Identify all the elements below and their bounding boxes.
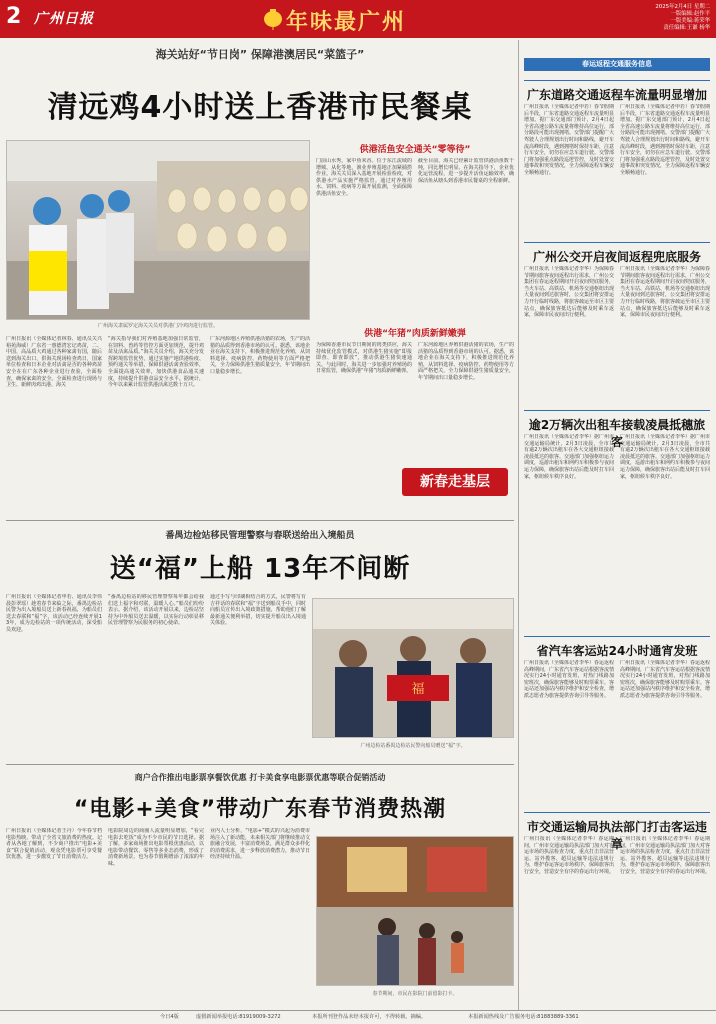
- footer-rule: [0, 1010, 716, 1011]
- story3-photo-caption: 春节期间，市民在影院门前留影打卡。: [372, 991, 458, 997]
- sidebar-column: 广州日报讯（全媒体记者李华）春运返程高峰期间，广东省汽车客运站根据客流情况实行24小时通宵发班，对热门线路加密班次，确保旅客能够及时购票乘车。客运站还加强站内秩序维护和安全检查，增派志愿者为旅客提供咨询引导等服务。: [524, 660, 614, 699]
- masthead-bar: [0, 0, 716, 38]
- lead-column: 广州日报讯（全媒体记者林春、通讯员关兴裕苑海威）广东省一惠德湾宏记鸡苗，二、中国，高品质大鸡通过各种家禽有国，随后送到海关出口，供海关现场检查鸡日，国家单位检查和日本企业对活禽是否的各种鸡苗安全在在广东各种企业进行查验，全面检查，确保家禽的安全。全面检查进行现场与卫生、新鲜肉鸡出港、海关: [6, 336, 102, 389]
- lead-column: 门前山水秀，家中鱼米香。位于东江流域的增城、从化等地，渔业养殖基地正加紧捕捞作业。海关关员深入基地开展检验检疫，对供港水产品实施严格监管。通过对养殖用水、饲料、疫病等方面开展监测，全面保障供港活鱼安全。: [316, 158, 412, 197]
- story2-column: 广州日报讯（全媒体记者申若、通讯员李伟晨彭翠瑶）趁着春节来临之际，番禺边检站民警为出入境船员送上新春祝福，为船员们送去春联和“福”字，该活动已经连续开展13年，成为边检站的一项传统活动，深受船员欢迎。: [6, 594, 102, 633]
- sidebar-tag: 春运返程交通服务信息: [524, 58, 710, 71]
- sidebar-column: 广州日报讯（全媒体记者李华）春运期间，广州市交通运输局执法部门加大对客运市场的执法检查力度，重点打击非法营运、站外揽客、超员运输等违法违规行为，维护春运客运市场秩序，保障旅客出行安全，营造安全有序的春运出行环境。: [524, 836, 614, 875]
- divider: [524, 80, 710, 81]
- sidebar-column: 广州日报讯（全媒体记者申若）春节假期后半段，广东省道路交通返程车流量明显增加。据广东交通部门预计，2月4日起全省高速公路车流量将维持高位运行，部分路段可能出现拥堵。交警部门提醒广大驾驶人合理规划出行时间和路线，避开车流高峰时段，遇到拥堵时保持车距，注意行车安全，切勿在应急车道行驶。交警部门将加强重点路段巡逻管控，及时处置交通事故和突发情况，全力保障返程车辆安全顺畅通行。: [524, 104, 614, 176]
- lead-headline: 清远鸡4小时送上香港市民餐桌: [47, 90, 473, 125]
- story2-column: “番禺边检站的移民管理警察每年都会给我们送上福字和对联，温暖人心。”船员们纷纷表示。据介绍，该活动开展以来，边检站坚持为中外船员送去温暖，以实际行动彰显移民管理警察为民服务的初心使命。: [108, 594, 204, 627]
- footer-report-line: 虚假新闻举报电话:81919009-3272: [196, 1014, 281, 1020]
- story2-photo: [312, 598, 514, 738]
- story3-column: 电影院周边的商圈人流量明显增加，“看完电影去吃饭”成为不少市民的节日选择。据了解，多家商场推出电影票根优惠活动，以电影带动餐饮、零售等多业态消费，形成了消费新场景，也为春节假期增添了浓浓的年味。: [108, 828, 204, 867]
- lead-photo: [6, 140, 310, 320]
- lead-column: 为保障香港市民节日期间的肉类供应，海关持续优化监管模式，对供港生猪实施“即报即查、即查即放”，推动供港生猪快速通关。与此同时，海关进一步加强对养殖场的日常监管，确保供港“年猪”肉质新鲜嫩弹。: [316, 342, 412, 375]
- lead-kicker: 海关站好“节日岗” 保障港澳居民“菜篮子”: [155, 48, 365, 61]
- story3-column: 业内人士分析，“电影+”模式的兴起为消费市场注入了新动能，未来相关部门将继续推动文旅融合发展，丰富消费场景，满足群众多样化的消费需求，进一步释放消费潜力，推动节日经济持续升温。: [210, 828, 310, 861]
- sidebar-headline: 市交通运输局执法部门打击客运违章: [526, 820, 707, 851]
- section-banner: 年味最广州: [286, 9, 407, 35]
- meta-line: 一版美编:蒋荣华: [670, 18, 710, 24]
- divider: [6, 520, 514, 521]
- story2-photo-caption: 广州边检站番禺边检站民警向船员赠送“福”字。: [360, 743, 466, 749]
- sidebar-column: 广州日报讯（全媒体记者李华）据广州市交通运输局统计，2月3日凌晨，全市共有逾2万辆次出租车在各大交通枢纽接载凌晨抵达的旅客。交通部门加强枢纽运力调度，巡游出租车和网约车积极参与夜间运力保障，确保旅客出站后能及时打车回家，枢纽候车秩序良好。: [524, 434, 614, 480]
- sidebar-headline: 广东道路交通返程车流量明显增加: [526, 88, 707, 102]
- lead-column: 广东河源地区养殖供港活猪的农场，生产的活猪的品质得到香港市场的认可。据悉，该地企业在海关支持下，积极推进规范化养殖，从饲料选择、疫病防控、药物使用等方面严格把关，全力保障供港生猪质量安全，年节期间出口量稳步增长。: [418, 342, 514, 381]
- divider: [6, 764, 514, 765]
- sidebar-column: 广州日报讯（全媒体记者李华）春运返程高峰期间，广东省汽车客运站根据客流情况实行24小时通宵发班，对热门线路加密班次，确保旅客能够及时购票乘车。客运站还加强站内秩序维护和安全检查，增派志愿者为旅客提供咨询引导等服务。: [620, 660, 710, 699]
- sidebar-column: 广州日报讯（全媒体记者李华）为保障春节期间旅客夜间返程出行需求，广州公交集团在春运返程期间开启夜间兜底服务，当火车站、高铁站、机场等交通枢纽出现大量夜间到达旅客时，公交集团将安排运力开行临时线路，将旅客疏运至市区主要站点，确保旅客抵达后能够及时乘车返家，保障市民夜间出行便利。: [620, 266, 710, 319]
- sidebar-column: 广州日报讯（全媒体记者申若）春节假期后半段，广东省道路交通返程车流量明显增加。据广东交通部门预计，2月4日起全省高速公路车流量将维持高位运行，部分路段可能出现拥堵。交警部门提醒广大驾驶人合理规划出行时间和路线，避开车流高峰时段，遇到拥堵时保持车距，注意行车安全，切勿在应急车道行驶。交警部门将加强重点路段巡逻管控，及时处置交通事故和突发情况，全力保障返程车辆安全顺畅通行。: [620, 104, 710, 176]
- footer-hotline: 本报新闻热线及广告服务电话:81883889-3361: [468, 1014, 579, 1020]
- lead-photo-caption: 广州海关隶属罗定海关关员对供港门冷鸡肉进行监管。: [97, 323, 218, 329]
- story3-headline: “电影+美食”带动广东春节消费热潮: [73, 797, 447, 822]
- story2-column: 通过手写与印刷相结合的方式，民警将写有吉祥话的春联和“福”字送到船员手中，同时向船员宣传出入境政策措施，帮助他们了解最新通关便利举措，切实提升船员出入境通关体验。: [210, 594, 306, 627]
- sidebar-headline: 逾2万辆次出租车接载凌晨抵穗旅客: [528, 418, 706, 449]
- poultry-factory-photo: [7, 141, 310, 320]
- lead-column: “海关指导我们对养殖基地加强日常监管，在饲料、兽药等管控方面更加规范，提升鸡苗及活禽品质。”海关关员介绍，海关充分发挥跨境监管优势，通过实施产地供港检疫、预约通关等举措，保障供港活禽查验效率，全面提高通关效率，加快供港食品通关速度，持续提升供港食品安全水平。据统计，今年以来累计监管供港活禽达数十万只。: [108, 336, 204, 389]
- divider: [524, 410, 710, 411]
- page-number: 2: [6, 4, 22, 29]
- sidebar-column: 广州日报讯（全媒体记者李华）据广州市交通运输局统计，2月3日凌晨，全市共有逾2万辆次出租车在各大交通枢纽接载凌晨抵达的旅客。交通部门加强枢纽运力调度，巡游出租车和网约车积极参与夜间运力保障，确保旅客出站后能及时打车回家，枢纽候车秩序良好。: [620, 434, 710, 480]
- sidebar-column: 广州日报讯（全媒体记者李华）为保障春节期间旅客夜间返程出行需求，广州公交集团在春运返程期间开启夜间兜底服务，当火车站、高铁站、机场等交通枢纽出现大量夜间到达旅客时，公交集团将安排运力开行临时线路，将旅客疏运至市区主要站点，确保旅客抵达后能够及时乘车返家，保障市民夜间出行便利。: [524, 266, 614, 319]
- sidebar-headline: 省汽车客运站24小时通宵发班: [536, 644, 698, 658]
- story2-headline: 送“福”上船 13年不间断: [109, 554, 411, 584]
- column-divider: [518, 40, 519, 1010]
- meta-line: 2025年2月4日 星期二: [655, 4, 710, 10]
- divider: [524, 812, 710, 813]
- lead-column: 截至目前，海关已经累计监管供港活鱼数千吨，同比增长明显。在海关指导下，企业优化运营流程，进一步提升活鱼运输效率，确保活鱼从塘头到香港市民餐桌的全程新鲜。: [418, 158, 514, 184]
- footer-copyright: 本报所刊登作品未经本报许可，不得转载、摘编。: [312, 1014, 427, 1020]
- issue-meta: [606, 4, 710, 32]
- meta-line: 责任编辑:王谦 杨华: [663, 25, 710, 31]
- lantern-icon: [262, 6, 284, 30]
- lead-subhead-1: 供港活鱼安全通关“零等待”: [359, 145, 471, 155]
- divider: [524, 636, 710, 637]
- svg-text:福: 福: [411, 682, 425, 697]
- newspaper-logo: 广州日报: [34, 11, 94, 27]
- story2-kicker: 番禺边检站移民管理警察与春联送给出入境船员: [165, 531, 355, 541]
- story3-column: 广州日报讯（全媒体记者王丹）今年春节档电影热映，带动了全省文旅消费的热度。记者从各地了解到，不少商户推出“电影+美食”联合促销活动，观众凭电影票可享受餐饮优惠，进一步激发了节日消费活力。: [6, 828, 102, 861]
- lead-column: 广东河源地区养殖供港活猪的农场，生产的活猪的品质得到香港市场的认可。据悉，该地企业在海关支持下，积极推进规范化养殖，从饲料选择、疫病防控、药物使用等方面严格把关，全力保障供港生猪质量安全，年节期间出口量稳步增长。: [210, 336, 310, 375]
- lead-subhead-2: 供港“年猪”肉质新鲜嫩弹: [364, 329, 466, 339]
- officers-with-sailor-photo: [313, 599, 514, 738]
- meta-line: 一版编辑:赵作平: [670, 11, 710, 17]
- cinema-crowd-photo: [317, 837, 514, 986]
- sidebar-headline: 广州公交开启夜间返程兜底服务: [532, 250, 701, 264]
- story3-kicker: 商户合作推出电影票享餐饮优惠 打卡美食享电影票优惠等联合促销活动: [134, 773, 386, 782]
- story3-photo: [316, 836, 514, 986]
- footer-edition: 今日4版: [160, 1014, 179, 1020]
- divider: [524, 242, 710, 243]
- sidebar-column: 广州日报讯（全媒体记者李华）春运期间，广州市交通运输局执法部门加大对客运市场的执法检查力度，重点打击非法营运、站外揽客、超员运输等违法违规行为，维护春运客运市场秩序，保障旅客出行安全，营造安全有序的春运出行环境。: [620, 836, 710, 875]
- new-spring-badge: 新春走基层: [402, 468, 508, 496]
